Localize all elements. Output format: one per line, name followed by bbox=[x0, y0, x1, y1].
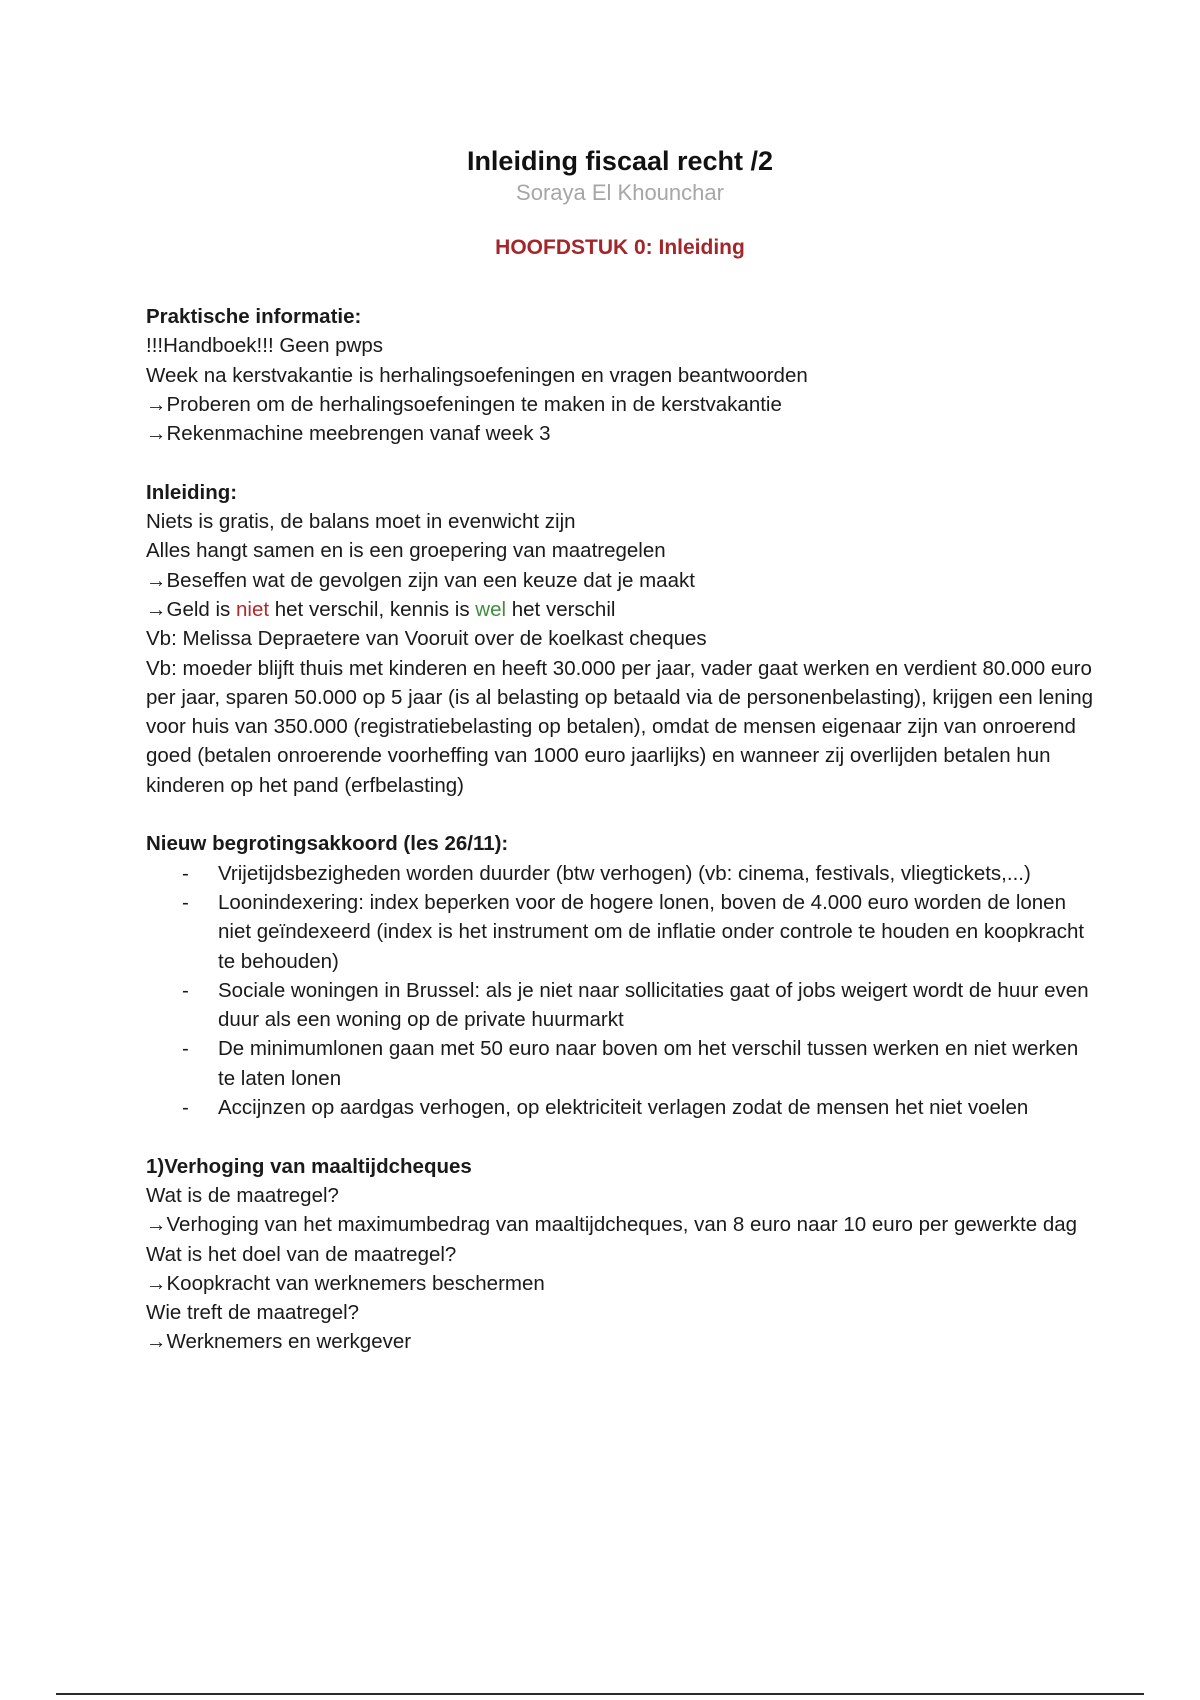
highlight-wel: wel bbox=[475, 597, 507, 621]
section-heading: Nieuw begrotingsakkoord (les 26/11): bbox=[146, 832, 509, 856]
answer-line: →Werknemers en werkgever bbox=[146, 1330, 412, 1354]
bullet-dash: - bbox=[182, 861, 189, 885]
section-maaltijdcheques bbox=[146, 1152, 1096, 1357]
bullet-list bbox=[146, 859, 1096, 1123]
text-line: →Beseffen wat de gevolgen zijn van een keuze dat je maakt bbox=[146, 568, 695, 592]
list-item-text: Loonindexering: index beperken voor de hogere lonen, boven de 4.000 euro worden de lonen niet geïndexeerd (index is het instrument om de inflatie onder controle te houden en koopkracht te behouden) bbox=[218, 890, 1085, 973]
answer-line: →Verhoging van het maximumbedrag van maaltijdcheques, van 8 euro naar 10 euro per gewerkte dag bbox=[146, 1213, 1078, 1237]
document-title: Inleiding fiscaal recht /2 bbox=[466, 146, 774, 176]
text-line: Niets is gratis, de balans moet in evenwicht zijn bbox=[146, 510, 576, 534]
document-author: Soraya El Khounchar bbox=[516, 180, 724, 205]
list-item bbox=[146, 976, 1096, 1035]
text-line: →Rekenmachine meebrengen vanaf week 3 bbox=[146, 422, 551, 446]
spacer bbox=[146, 1122, 1096, 1151]
spacer bbox=[146, 448, 1096, 477]
bullet-dash: - bbox=[182, 978, 189, 1002]
bullet-dash: - bbox=[182, 1037, 189, 1061]
geld-text-part: het verschil, kennis is bbox=[269, 597, 476, 621]
question-line: Wat is het doel van de maatregel? bbox=[146, 1242, 457, 1266]
section-inleiding bbox=[146, 478, 1096, 800]
text-line: Alles hangt samen en is een groepering van maatregelen bbox=[146, 539, 666, 563]
list-item-text: De minimumlonen gaan met 50 euro naar boven om het verschil tussen werken en niet werken te laten lonen bbox=[218, 1037, 1079, 1090]
section-heading: Inleiding: bbox=[146, 480, 238, 504]
spacer bbox=[146, 800, 1096, 829]
example-paragraph: Vb: moeder blijft thuis met kinderen en heeft 30.000 per jaar, vader gaat werken en verdient 80.000 euro per jaar, sparen 50.000 op 5 jaar (is al belasting op betaald via de personenbelasting), krijgen een lening voor huis van 350.000 (registratiebelasting op betalen), omdat de mensen eigenaar zijn van onroerend goed (betalen onroerende voorheffing van 1000 euro jaarlijks) en wanneer zij overlijden betalen hun kinderen op het pand (erfbelasting) bbox=[146, 656, 1094, 797]
bullet-dash: - bbox=[182, 890, 189, 914]
chapter-heading: HOOFDSTUK 0: Inleiding bbox=[495, 236, 745, 259]
text-line: Week na kerstvakantie is herhalingsoefeningen en vragen beantwoorden bbox=[146, 363, 808, 387]
list-item bbox=[146, 859, 1096, 888]
bullet-dash: - bbox=[182, 1096, 189, 1120]
geld-text-part: het verschil bbox=[506, 597, 616, 621]
document-header bbox=[0, 144, 1200, 283]
footer-divider bbox=[56, 1693, 1144, 1695]
question-line: Wat is de maatregel? bbox=[146, 1183, 339, 1207]
section-heading: Praktische informatie: bbox=[146, 305, 362, 328]
list-item bbox=[146, 1093, 1096, 1122]
section-heading: 1)Verhoging van maaltijdcheques bbox=[146, 1154, 472, 1178]
list-item bbox=[146, 888, 1096, 976]
geld-text-part: →Geld is bbox=[146, 597, 236, 621]
answer-line: →Koopkracht van werknemers beschermen bbox=[146, 1271, 545, 1295]
highlight-niet: niet bbox=[236, 597, 270, 621]
list-item-text: Vrijetijdsbezigheden worden duurder (btw verhogen) (vb: cinema, festivals, vliegtickets,...) bbox=[218, 861, 1031, 885]
text-line-geld bbox=[146, 595, 1096, 624]
list-item-text: Sociale woningen in Brussel: als je niet naar sollicitaties gaat of jobs weigert wordt de huur even duur als een woning op de private huurmarkt bbox=[218, 978, 1089, 1032]
text-line: →Proberen om de herhalingsoefeningen te maken in de kerstvakantie bbox=[146, 392, 782, 416]
text-line: !!!Handboek!!! Geen pwps bbox=[146, 334, 384, 358]
example-line: Vb: Melissa Depraetere van Vooruit over de koelkast cheques bbox=[146, 627, 707, 651]
list-item-text: Accijnzen op aardgas verhogen, op elektriciteit verlagen zodat de mensen het niet voelen bbox=[218, 1096, 1029, 1120]
list-item bbox=[146, 1034, 1096, 1093]
section-praktische-informatie bbox=[146, 302, 1096, 448]
document-body bbox=[146, 302, 1096, 1357]
question-line: Wie treft de maatregel? bbox=[146, 1301, 360, 1325]
section-begrotingsakkoord bbox=[146, 829, 1096, 1122]
